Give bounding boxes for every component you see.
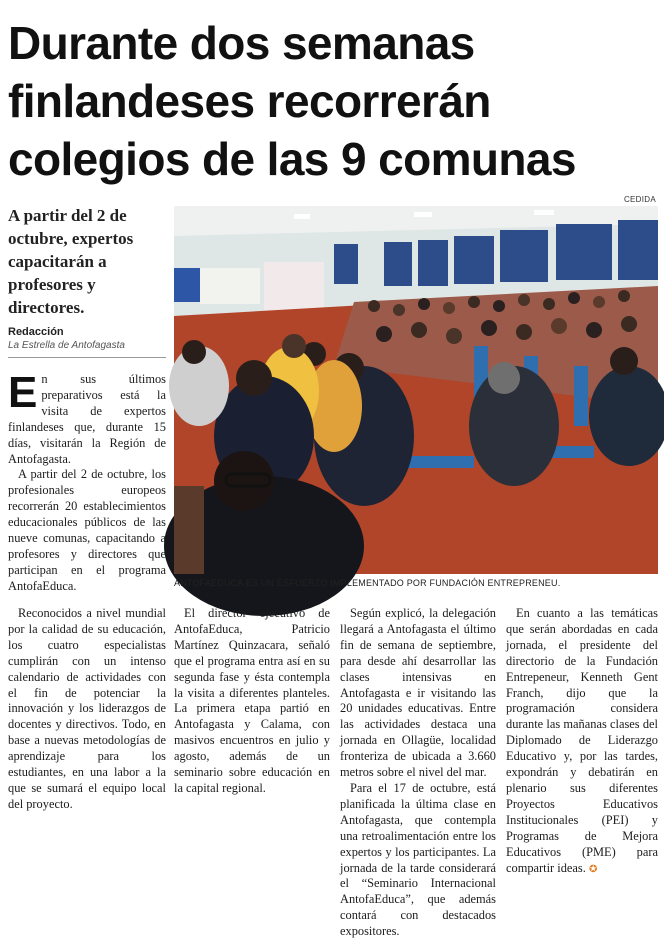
paragraph-7-text: En cuanto a las temáticas que serán abordadas en cada jornada, el presidente del directorio de la Fundación Entrepeneur, Kenneth Gent Franch, dijo que la programación considera durante las mañanas clases del Diplomado de Liderazgo Educativo y, por las tardes, expondrán y debatirán en plenario sus diferentes Proyectos Educativos Institucionales (PEI) y Programas de Mejora Educativos (PME) para compartir ideas. [506, 606, 658, 875]
subheadline: A partir del 2 de octubre, expertos capacitarán a profesores y directores. [8, 206, 134, 317]
photo-caption: ANTOFAEDUCA ES UN ESFUERZO IMPLEMENTADO POR FUNDACIÓN ENTREPRENEU. [174, 578, 561, 588]
article-column-1 [8, 368, 166, 595]
article-column-1-lower [8, 606, 166, 813]
paragraph-1-text: n sus últimos preparativos está la visita de expertos finlandeses que, durante 15 días, visitarán la Región de Antofagasta. [8, 372, 166, 466]
paragraph-4: El director ejecutivo de AntofaEduca, Patricio Martínez Quinzacara, señaló que el programa entra así en su segunda fase y ésta contempla la visita a diferentes planteles. La primera etapa partió en Antofagasta y Calama, con masivos encuentros en julio y agosto, además de un seminario sobre educación en la capital regional. [174, 606, 330, 795]
byline-divider [8, 357, 166, 358]
dropcap: E [8, 368, 38, 417]
photo-credit: CEDIDA [623, 195, 656, 204]
headline-line-2: finlandeses recorrerán [8, 75, 491, 127]
article-column-4 [506, 606, 658, 877]
paragraph-6: Para el 17 de octubre, está planificada la última clase en Antofagasta, que contempla una retroalimentación entre los expertos y los participantes. La jornada de la tarde considerará el “Seminario Internacional AntofaEduca”, que además contará con destacados expositores. [340, 780, 496, 939]
paragraph-2: A partir del 2 de octubre, los profesionales europeos recorrerán 20 establecimientos educacionales públicos de las nueve comunas, capacitando a profesores y directores que participan en el programa AntofaEduca. [8, 467, 166, 593]
end-of-article-icon: ✪ [588, 863, 598, 875]
byline-source: La Estrella de Antofagasta [8, 340, 125, 351]
headline-line-1: Durante dos semanas [8, 17, 475, 69]
byline-author: Redacción [8, 326, 64, 338]
paragraph-3: Reconocidos a nivel mundial por la calidad de su educación, los cuatro especialistas cumplirán con un intenso calendario de actividades con el fin de potenciar la innovación y los liderazgos de docentes y directivos. Todo, en base a nuevas metodologías de aprendizaje para los estudiantes, en una labor a la que se sumará el equipo local del proyecto. [8, 606, 166, 811]
paragraph-7 [506, 606, 658, 877]
article-photo [174, 206, 658, 574]
article-column-2 [174, 606, 330, 797]
headline-line-3: colegios de las 9 comunas [8, 133, 576, 185]
article-column-3 [340, 606, 496, 940]
paragraph-5: Según explicó, la delegación llegará a Antofagasta el último fin de semana de septiembre, para desde ahí desarrollar las clases intensivas en Antofagasta e ir visitando las 20 unidades educativas. Entre las actividades destaca una jornada en Ollagüe, localidad fronteriza de ubicada a 3.660 metros sobre el nivel del mar. [340, 606, 496, 780]
headline [8, 14, 658, 188]
paragraph-1 [8, 368, 166, 467]
